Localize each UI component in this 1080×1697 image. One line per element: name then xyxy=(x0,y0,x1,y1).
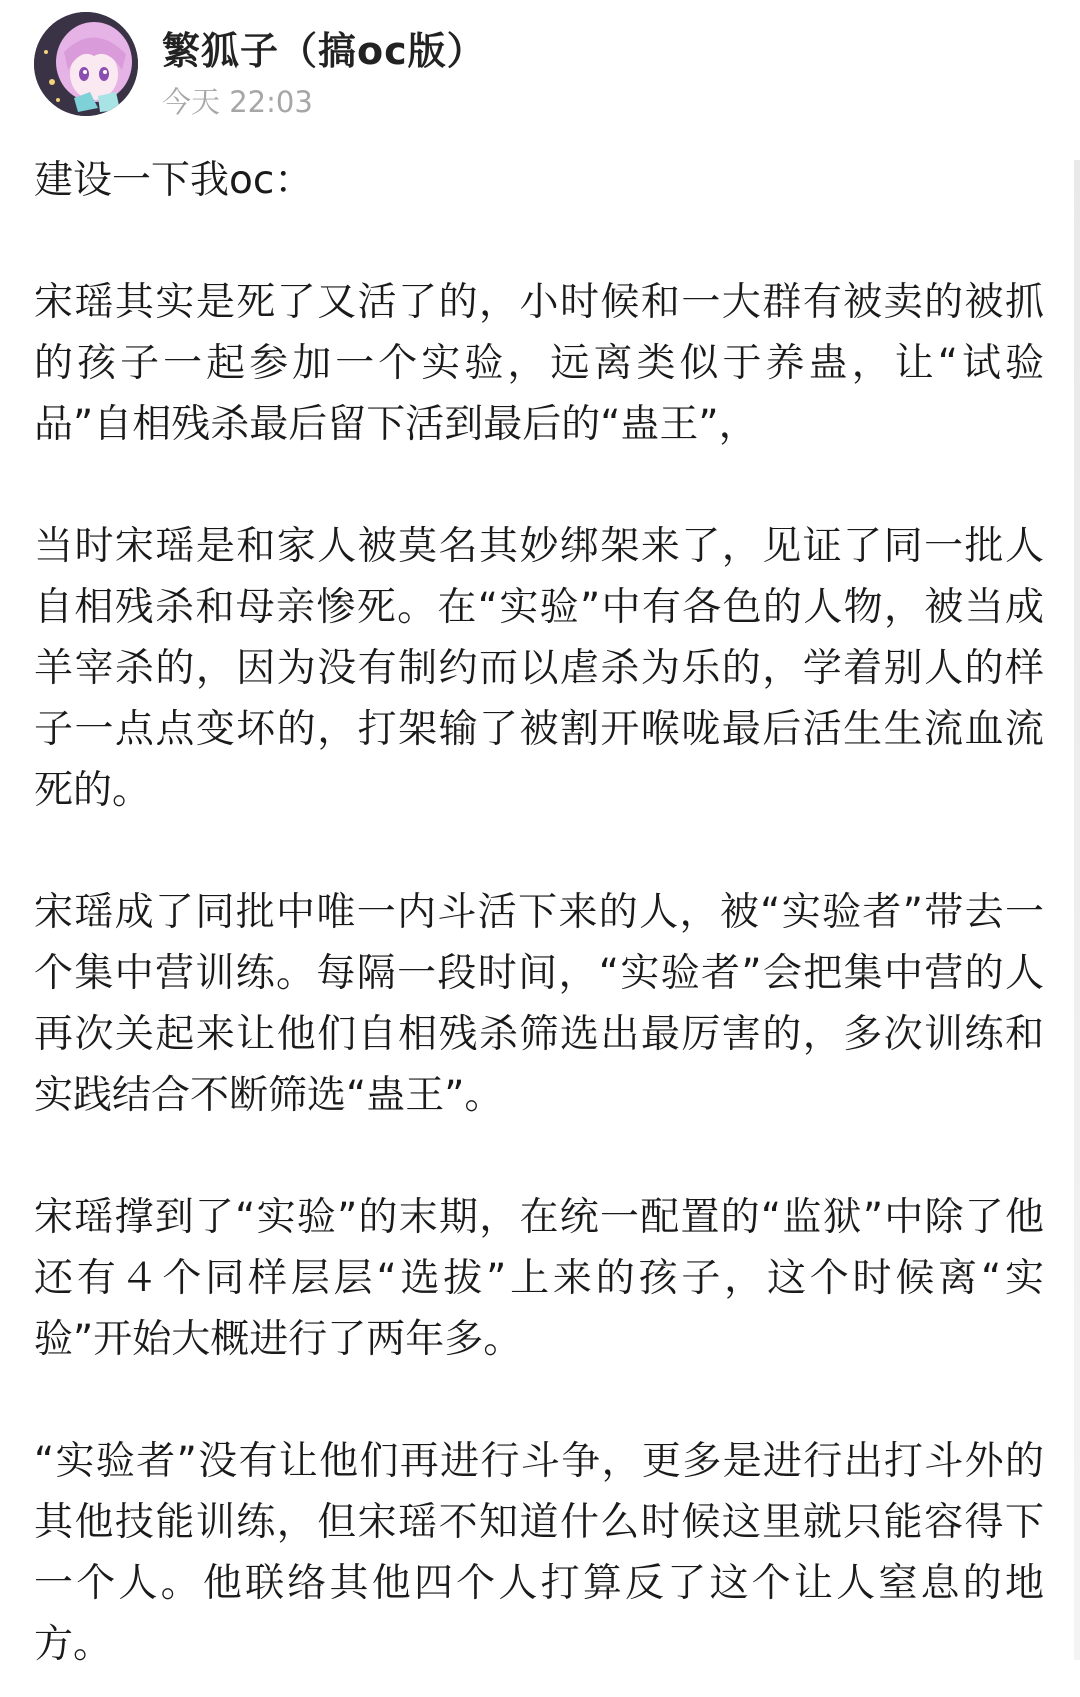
post-timestamp: 今天 22:03 xyxy=(162,85,313,119)
avatar[interactable] xyxy=(34,12,138,116)
post-paragraph: 宋瑶撑到了“实验”的末期，在统一配置的“监狱”中除了他还有４个同样层层“选拔”上来的孩子，这个时候离“实验”开始大概进行了两年多。 xyxy=(34,1195,1044,1362)
post-paragraph: “实验者”没有让他们再进行斗争，更多是进行出打斗外的其他技能训练，但宋瑶不知道什么时候这里就只能容得下一个人。他联络其他四个人打算反了这个让人窒息的地方。 xyxy=(34,1439,1044,1667)
post-header xyxy=(34,12,1044,132)
post-body xyxy=(34,150,1044,1675)
post-paragraph: 建设一下我oc： xyxy=(34,158,314,203)
scroll-edge xyxy=(1074,160,1080,1660)
author-name[interactable]: 繁狐子（搞oc版） xyxy=(162,29,486,73)
post-paragraph: 宋瑶成了同批中唯一内斗活下来的人，被“实验者”带去一个集中营训练。每隔一段时间，“实验者”会把集中营的人再次关起来让他们自相残杀筛选出最厉害的，多次训练和实践结合不断筛选“蛊王”。 xyxy=(34,890,1044,1118)
post-paragraph: 宋瑶其实是死了又活了的，小时候和一大群有被卖的被抓的孩子一起参加一个实验，远离类似于养蛊，让“试验品”自相残杀最后留下活到最后的“蛊王”， xyxy=(34,280,1044,447)
avatar-anime-character-icon xyxy=(34,12,138,116)
post-paragraph: 当时宋瑶是和家人被莫名其妙绑架来了，见证了同一批人自相残杀和母亲惨死。在“实验”中有各色的人物，被当成羊宰杀的，因为没有制约而以虐杀为乐的，学着别人的样子一点点变坏的，打架输了被割开喉咙最后活生生流血流死的。 xyxy=(34,524,1044,813)
